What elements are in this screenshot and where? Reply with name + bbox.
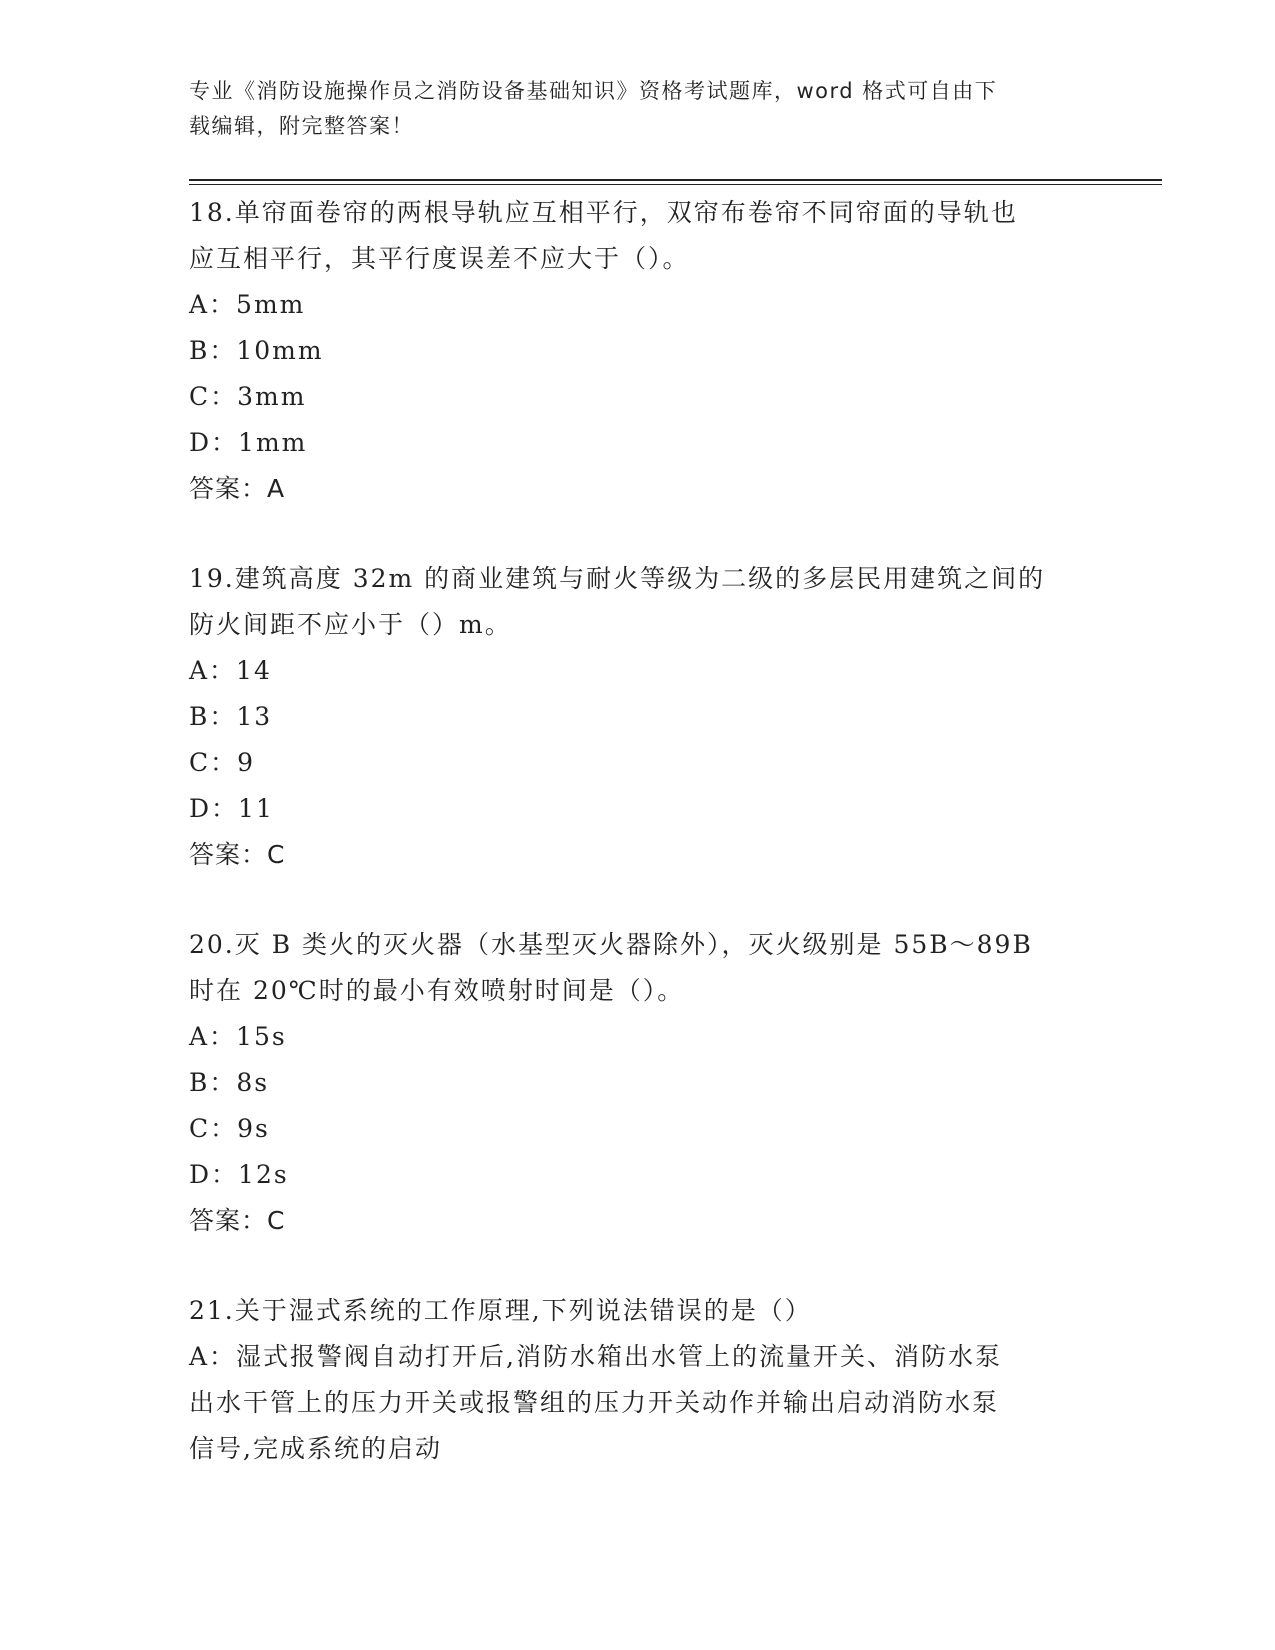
option-a: A：14 xyxy=(189,656,272,685)
question-stem-line: 时在 20℃时的最小有效喷射时间是（）。 xyxy=(189,976,685,1005)
question-stem-line: 21.关于湿式系统的工作原理,下列说法错误的是（） xyxy=(189,1296,812,1325)
question-21 xyxy=(189,1288,1089,1472)
question-stem-line: 19.建筑高度 32m 的商业建筑与耐火等级为二级的多层民用建筑之间的 xyxy=(189,564,1046,593)
option-a: A：5mm xyxy=(189,290,306,319)
option-a-line: 出水干管上的压力开关或报警组的压力开关动作并输出启动消防水泵 xyxy=(189,1388,1000,1417)
document-header xyxy=(189,74,1069,144)
option-c: C：9 xyxy=(189,748,256,777)
option-d: D：11 xyxy=(189,794,274,823)
option-b: B：8s xyxy=(189,1068,270,1097)
option-d: D：12s xyxy=(189,1160,289,1189)
option-a: A：15s xyxy=(189,1022,287,1051)
option-b: B：13 xyxy=(189,702,273,731)
question-19 xyxy=(189,556,1089,878)
question-20 xyxy=(189,922,1089,1244)
question-stem-line: 18.单帘面卷帘的两根导轨应互相平行，双帘布卷帘不同帘面的导轨也 xyxy=(189,198,1018,227)
header-divider-thin xyxy=(189,184,1162,185)
option-c: C：9s xyxy=(189,1114,270,1143)
header-line-1: 专业《消防设施操作员之消防设备基础知识》资格考试题库，word 格式可自由下 xyxy=(189,79,998,103)
option-a-line: 信号,完成系统的启动 xyxy=(189,1434,442,1463)
answer-line: 答案：C xyxy=(189,840,286,869)
option-d: D：1mm xyxy=(189,428,308,457)
answer-line: 答案：C xyxy=(189,1206,286,1235)
answer-line: 答案：A xyxy=(189,474,286,503)
option-c: C：3mm xyxy=(189,382,307,411)
question-18 xyxy=(189,190,1089,512)
question-stem-line: 20.灭 B 类火的灭火器（水基型灭火器除外），灭火级别是 55B～89B xyxy=(189,930,1033,959)
header-line-2: 载编辑，附完整答案！ xyxy=(189,114,414,138)
option-a-line: A：湿式报警阀自动打开后,消防水箱出水管上的流量开关、消防水泵 xyxy=(189,1342,1003,1371)
question-stem-line: 应互相平行，其平行度误差不应大于（）。 xyxy=(189,244,690,273)
question-stem-line: 防火间距不应小于（）m。 xyxy=(189,610,512,639)
header-divider-thick xyxy=(189,179,1162,181)
option-b: B：10mm xyxy=(189,336,324,365)
